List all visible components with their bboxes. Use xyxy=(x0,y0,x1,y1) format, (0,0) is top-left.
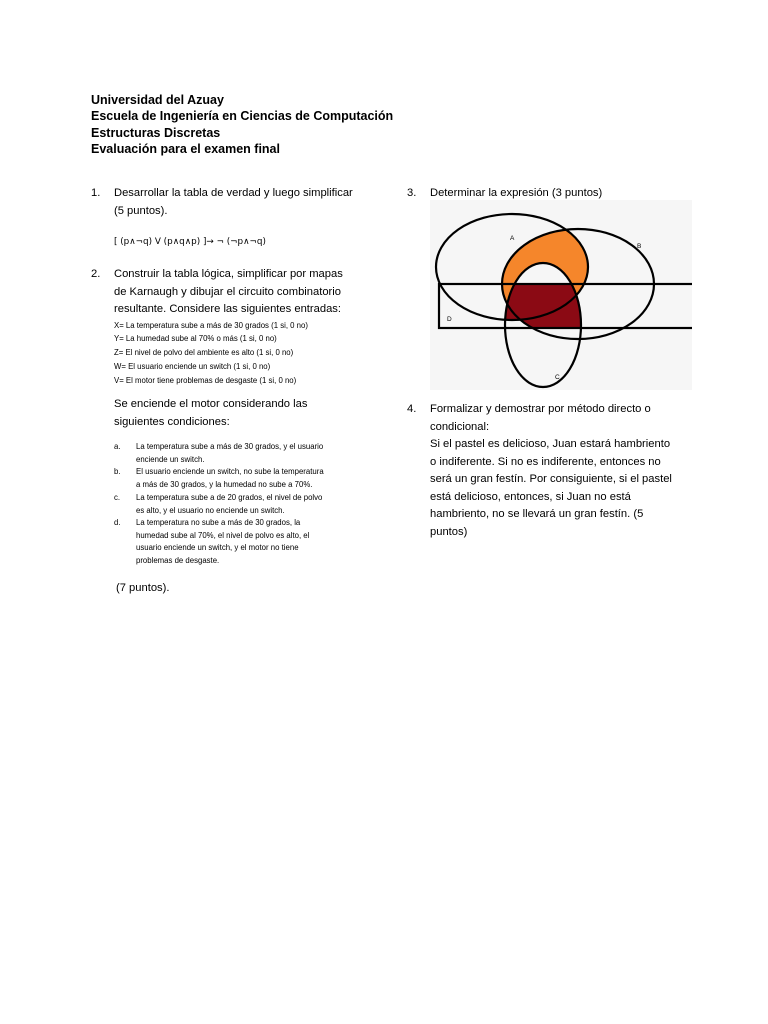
condition-line: El usuario enciende un switch, no sube la temperatura xyxy=(136,467,324,476)
question-4-line: está delicioso, entonces, si Juan no está xyxy=(430,490,631,503)
venn-diagram xyxy=(430,200,692,390)
condition-line: a más de 30 grados, y la humedad no sube a 70%. xyxy=(136,479,313,489)
question-4-number: 4. xyxy=(407,403,417,415)
set-d-label: D xyxy=(447,316,452,323)
question-2-line: de Karnaugh y dibujar el circuito combinatorio xyxy=(114,285,341,298)
input-variable: V= El motor tiene problemas de desgaste (1 si, 0 no) xyxy=(114,375,297,385)
question-2-points xyxy=(116,580,169,598)
input-variable: Z= El nivel de polvo del ambiente es alto (1 si, 0 no) xyxy=(114,348,294,358)
condition-line: problemas de desgaste. xyxy=(136,555,220,565)
question-2-intro-line: siguientes condiciones: xyxy=(114,415,230,428)
university-title: Universidad del Azuay xyxy=(91,93,224,107)
question-4-line: puntos) xyxy=(430,525,468,538)
question-4-line: Si el pastel es delicioso, Juan estará hambriento xyxy=(430,438,671,450)
input-variable: Y= La humedad sube al 70% o más (1 si, 0 no) xyxy=(114,334,277,344)
condition-line: La temperatura sube a de 20 grados, el nivel de polvo xyxy=(136,493,323,502)
question-4-line: o indiferente. Si no es indiferente, entonces no xyxy=(430,455,661,468)
set-b-label: B xyxy=(637,243,642,250)
condition-line: humedad sube al 70%, el nivel de polvo es alto, el xyxy=(136,530,310,540)
question-2-line: resultante. Considere las siguientes entradas: xyxy=(114,303,341,315)
question-2-number: 2. xyxy=(91,268,101,280)
course-title: Estructuras Discretas xyxy=(91,125,221,140)
school-title: Escuela de Ingeniería en Ciencias de Computación xyxy=(91,109,394,124)
question-2-intro-line: Se enciende el motor considerando las xyxy=(114,398,308,410)
condition-line: usuario enciende un switch, y el motor no tiene xyxy=(136,543,299,552)
question-1-number: 1. xyxy=(91,187,101,199)
question-1-line: Desarrollar la tabla de verdad y luego simplificar xyxy=(114,187,353,199)
condition-letter: d. xyxy=(114,518,121,527)
set-c-label: C xyxy=(555,374,560,381)
condition-letter: a. xyxy=(114,442,121,451)
condition-line: es alto, y el usuario no enciende un switch. xyxy=(136,505,285,515)
question-1-formula: [ (p∧¬q) V (p∧q∧p) ]→ ¬ (¬p∧¬q) xyxy=(114,237,266,247)
question-4-line: Formalizar y demostrar por método directo o xyxy=(430,403,651,415)
input-variable: W= El usuario enciende un switch (1 si, 0 no) xyxy=(114,361,271,371)
condition-line: La temperatura sube a más de 30 grados, y el usuario xyxy=(136,442,324,451)
question-2-line: Construir la tabla lógica, simplificar por mapas xyxy=(114,268,343,280)
points-label: (7 puntos). xyxy=(116,582,170,594)
question-3-number: 3. xyxy=(407,187,417,199)
condition-letter: b. xyxy=(114,467,121,476)
condition-line: enciende un switch. xyxy=(136,454,205,464)
set-a-label: A xyxy=(510,235,515,242)
question-1-line: (5 puntos). xyxy=(114,204,168,217)
question-4-line: hambriento, no se llevará un gran festín. (5 xyxy=(430,508,644,520)
condition-letter: c. xyxy=(114,493,121,502)
condition-line: La temperatura no sube a más de 30 grados, la xyxy=(136,518,301,527)
question-4-line: será un gran festín. Por consiguiente, si el pastel xyxy=(430,473,672,485)
question-4-line: condicional: xyxy=(430,420,490,433)
document-header xyxy=(91,92,393,157)
evaluation-title: Evaluación para el examen final xyxy=(91,141,280,156)
question-3-text: Determinar la expresión (3 puntos) xyxy=(430,187,603,199)
input-variable: X= La temperatura sube a más de 30 grados (1 si, 0 no) xyxy=(114,320,308,330)
